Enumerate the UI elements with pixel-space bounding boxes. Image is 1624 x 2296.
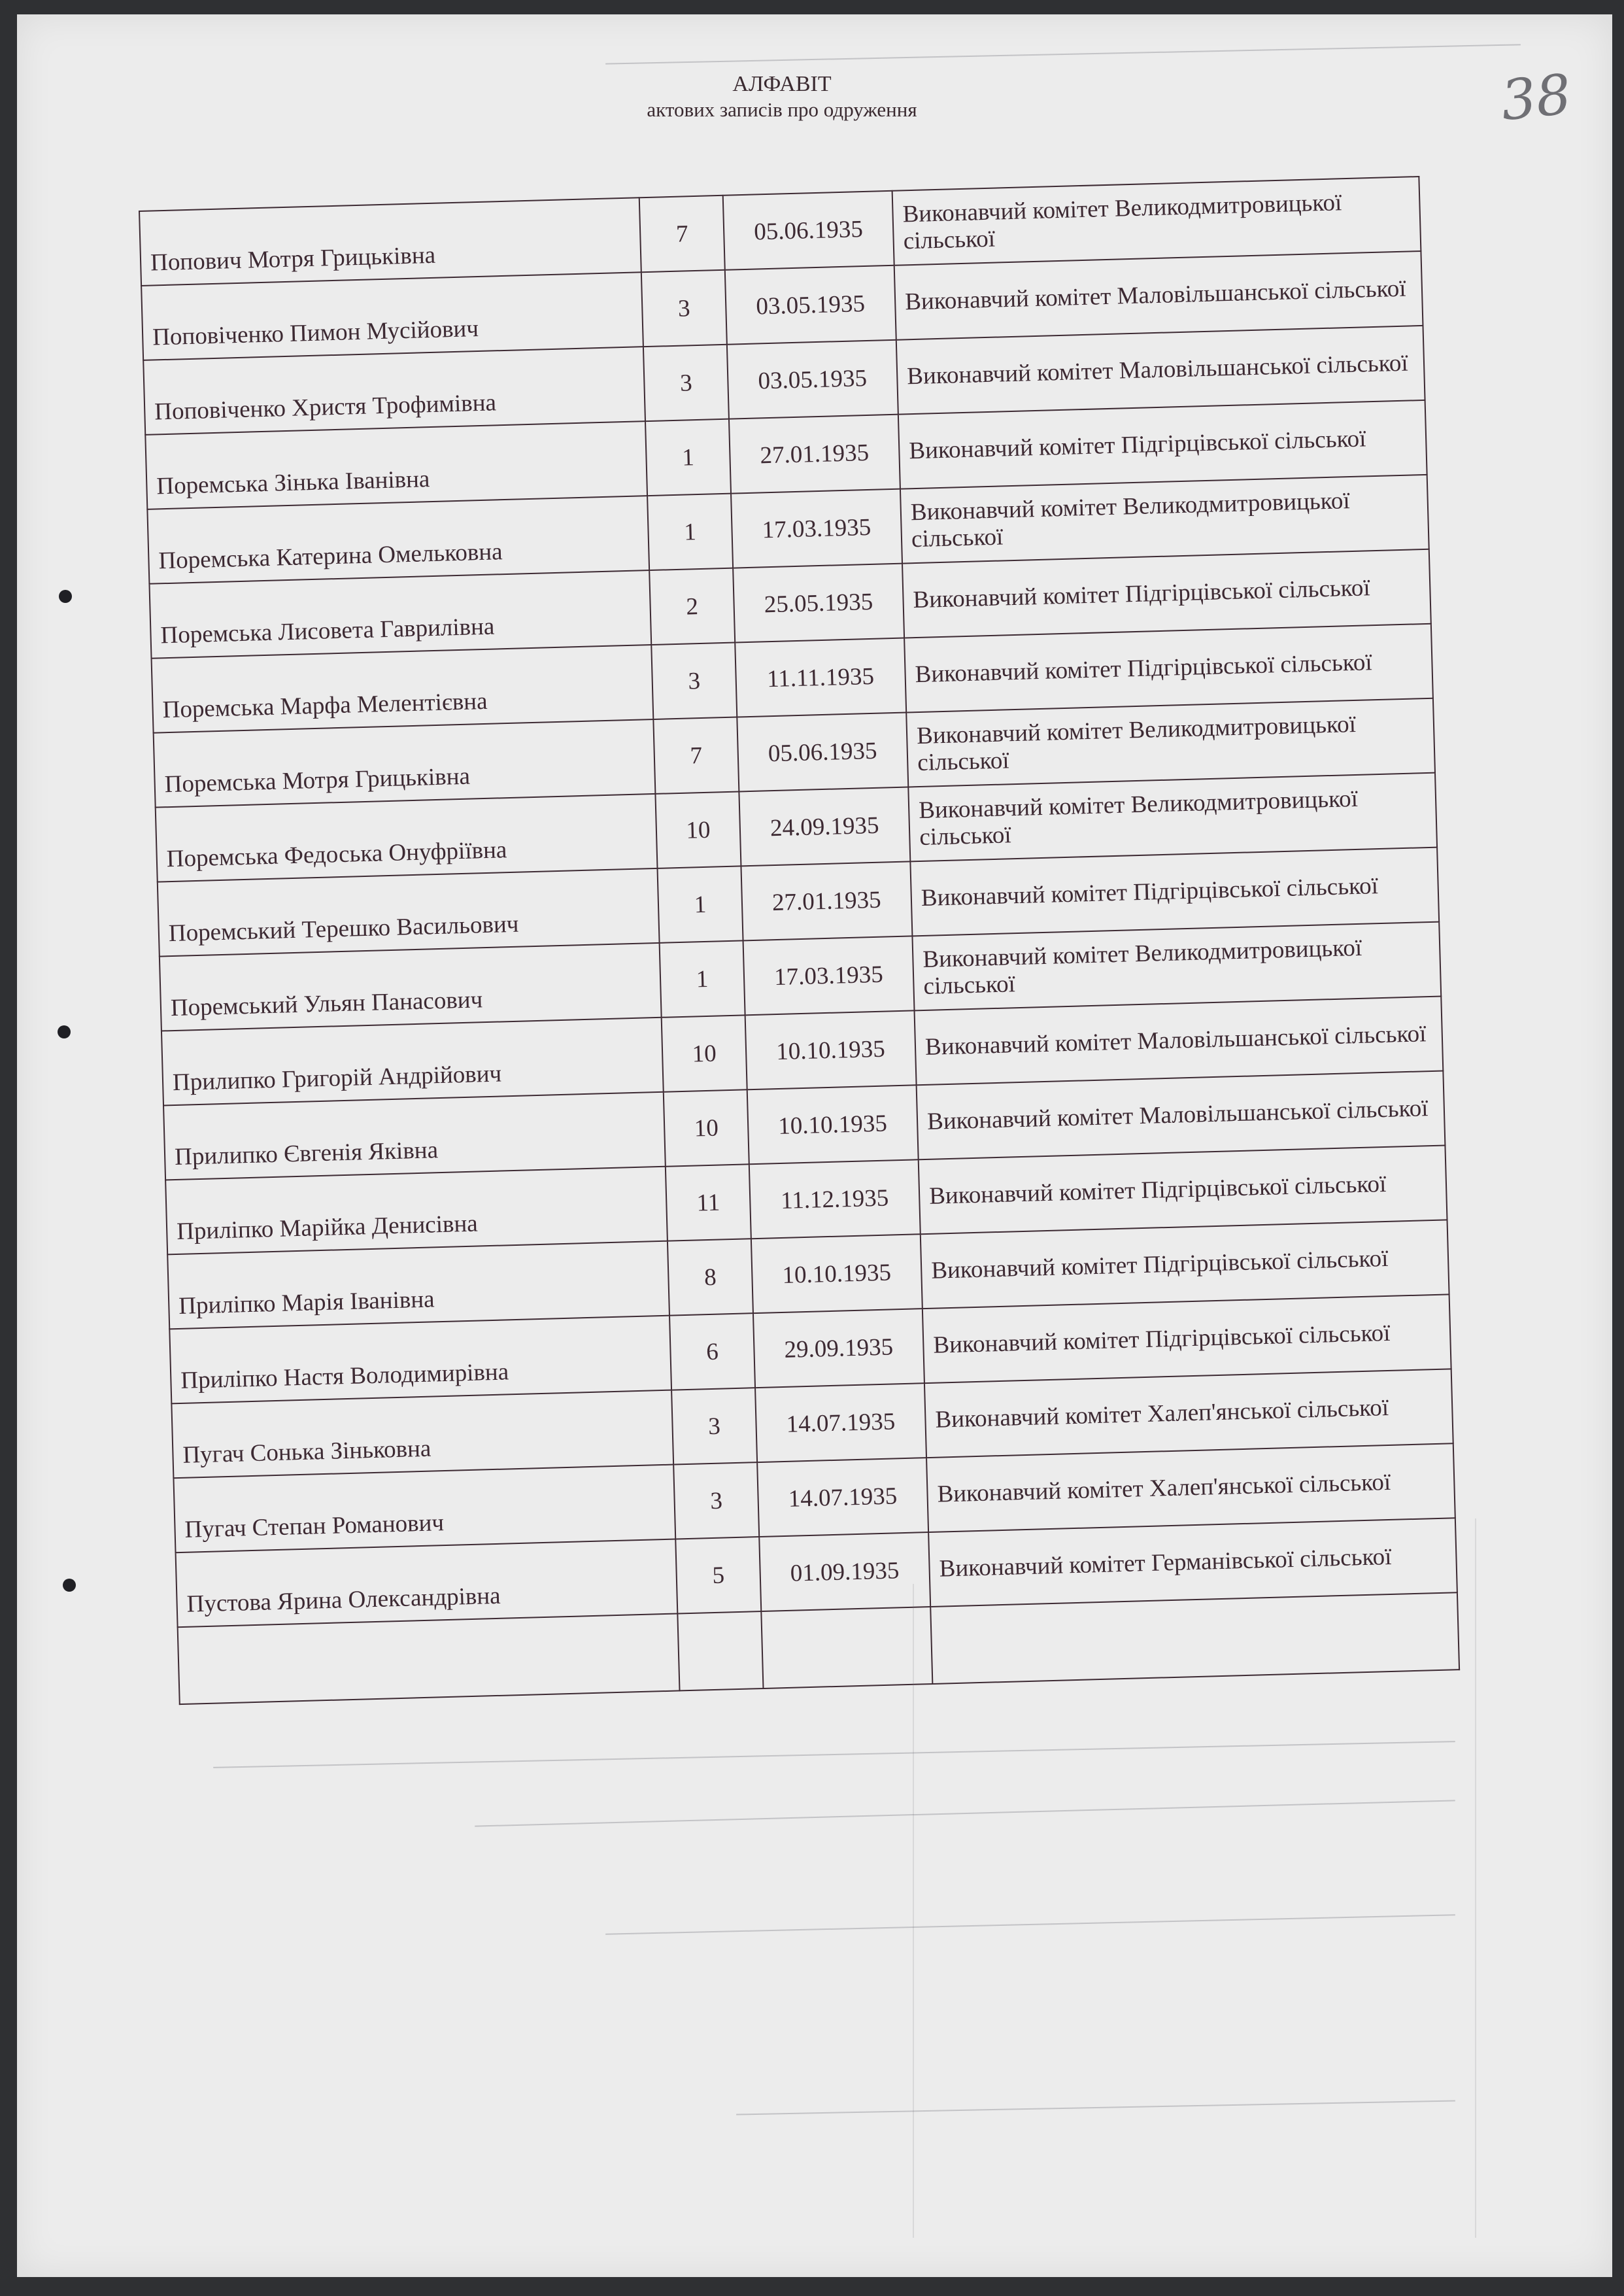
record-number: 10	[662, 1015, 747, 1091]
record-number: 1	[645, 419, 730, 496]
record-number: 2	[649, 568, 734, 645]
marriage-records-table	[139, 176, 1460, 1705]
record-number: 10	[664, 1089, 749, 1166]
copy-streak	[605, 1914, 1455, 1934]
record-date: 10.10.1935	[747, 1085, 918, 1164]
record-date: 27.01.1935	[729, 415, 900, 494]
copy-streak	[736, 2100, 1455, 2115]
record-office: Виконавчий комітет Великодмитровицької сільської	[892, 177, 1421, 266]
record-office: Виконавчий комітет Халеп'янської сільської	[926, 1443, 1455, 1532]
record-date: 05.06.1935	[722, 191, 894, 270]
record-name: Поремський Терешко Васильович	[158, 868, 660, 957]
table-cell-blank	[761, 1607, 932, 1688]
record-date: 11.12.1935	[749, 1159, 920, 1239]
record-office: Виконавчий комітет Підгірцівської сільської	[922, 1294, 1451, 1383]
record-name: Поремська Лисовета Гаврилівна	[149, 570, 651, 659]
record-office: Виконавчий комітет Підгірцівської сільської	[910, 848, 1439, 936]
record-office: Виконавчий комітет Великодмитровицької сільської	[913, 922, 1442, 1011]
punch-hole-mark	[59, 590, 72, 603]
record-number: 3	[671, 1388, 756, 1464]
copy-streak	[1475, 1518, 1476, 2238]
punch-hole-mark	[58, 1025, 71, 1038]
record-name: Поремська Зінька Іванівна	[145, 421, 647, 509]
record-name: Попович Мотря Грицьківна	[139, 197, 641, 286]
record-name: Пугач Степан Романович	[173, 1465, 675, 1553]
record-number: 7	[654, 717, 739, 794]
copy-streak	[605, 44, 1521, 64]
record-number: 3	[641, 270, 726, 347]
record-office: Виконавчий комітет Германівської сільської	[928, 1518, 1457, 1607]
record-name: Поремська Марфа Мелентієвна	[152, 645, 654, 733]
record-name: Поремська Федоська Онуфріївна	[156, 794, 658, 882]
record-office: Виконавчий комітет Підгірцівської сільської	[919, 1145, 1447, 1234]
record-name: Пугач Сонька Зіньковна	[171, 1390, 673, 1479]
record-date: 17.03.1935	[731, 489, 902, 568]
record-office: Виконавчий комітет Підгірцівської сільської	[898, 400, 1427, 489]
record-name: Приліпко Настя Володимирівна	[169, 1316, 671, 1404]
record-date: 05.06.1935	[737, 713, 908, 792]
record-name: Поремська Катерина Омельковна	[147, 496, 649, 584]
record-office: Виконавчий комітет Підгірцівської сільської	[904, 624, 1433, 713]
document-subtitle: актових записів про одруження	[647, 98, 917, 121]
record-date: 10.10.1935	[745, 1010, 916, 1089]
document-title: АЛФАВІТ	[732, 72, 832, 96]
record-name: Прилипко Євгенія Яківна	[163, 1092, 666, 1180]
record-date: 14.07.1935	[757, 1458, 928, 1537]
record-date: 24.09.1935	[739, 787, 910, 866]
record-name: Приліпко Марія Іванівна	[167, 1241, 669, 1329]
record-office: Виконавчий комітет Підгірцівської сільської	[902, 549, 1431, 638]
record-number: 8	[668, 1239, 753, 1315]
record-office: Виконавчий комітет Маловільшанської сільської	[915, 997, 1444, 1086]
record-date: 27.01.1935	[741, 861, 912, 940]
record-office: Виконавчий комітет Маловільшанської сільської	[917, 1071, 1446, 1160]
record-office: Виконавчий комітет Маловільшанської сільської	[894, 251, 1423, 340]
record-number: 7	[639, 196, 724, 272]
record-date: 03.05.1935	[727, 340, 898, 419]
record-number: 3	[643, 345, 728, 421]
record-office: Виконавчий комітет Маловільшанської сільської	[896, 326, 1425, 415]
record-name: Поремська Мотря Грицьківна	[154, 719, 656, 808]
record-number: 1	[658, 866, 743, 942]
record-office: Виконавчий комітет Великодмитровицької сільської	[908, 773, 1437, 862]
table-cell-blank	[930, 1592, 1459, 1684]
record-number: 3	[652, 643, 737, 719]
punch-hole-mark	[63, 1579, 76, 1592]
record-number: 6	[669, 1313, 754, 1390]
copy-streak	[213, 1741, 1455, 1768]
record-number: 11	[666, 1164, 751, 1241]
record-date: 29.09.1935	[753, 1309, 924, 1388]
record-date: 25.05.1935	[733, 564, 904, 643]
record-name: Поповіченко Пимон Мусійович	[141, 272, 643, 360]
record-office: Виконавчий комітет Великодмитровицької сільської	[900, 475, 1429, 564]
records-table-body	[139, 177, 1459, 1704]
copy-streak	[475, 1800, 1455, 1826]
record-name: Поповіченко Христя Трофимівна	[143, 347, 645, 435]
table-cell-blank	[178, 1613, 680, 1704]
record-number: 5	[676, 1537, 761, 1613]
record-office: Виконавчий комітет Великодмитровицької сільської	[906, 698, 1435, 787]
record-name: Приліпко Марійка Денисівна	[165, 1167, 668, 1255]
record-date: 10.10.1935	[751, 1234, 922, 1313]
record-number: 10	[656, 791, 741, 868]
record-number: 1	[647, 494, 732, 570]
record-name: Поремський Ульян Панасович	[160, 943, 662, 1031]
copy-streak	[913, 1584, 914, 2238]
record-name: Прилипко Григорій Андрійович	[161, 1018, 664, 1106]
record-date: 11.11.1935	[735, 638, 906, 717]
record-office: Виконавчий комітет Халеп'янської сільської	[924, 1369, 1453, 1458]
table-cell-blank	[678, 1611, 764, 1690]
record-date: 03.05.1935	[724, 266, 896, 345]
record-office: Виконавчий комітет Підгірцівської сільської	[921, 1220, 1449, 1309]
record-date: 17.03.1935	[743, 936, 914, 1015]
record-number: 1	[660, 940, 745, 1017]
record-name: Пустова Ярина Олександрівна	[176, 1539, 678, 1628]
document-sheet	[17, 14, 1612, 2277]
record-date: 01.09.1935	[759, 1532, 930, 1611]
record-number: 3	[673, 1462, 758, 1539]
handwritten-sheet-number: 38	[1498, 61, 1574, 133]
record-date: 14.07.1935	[755, 1383, 926, 1462]
